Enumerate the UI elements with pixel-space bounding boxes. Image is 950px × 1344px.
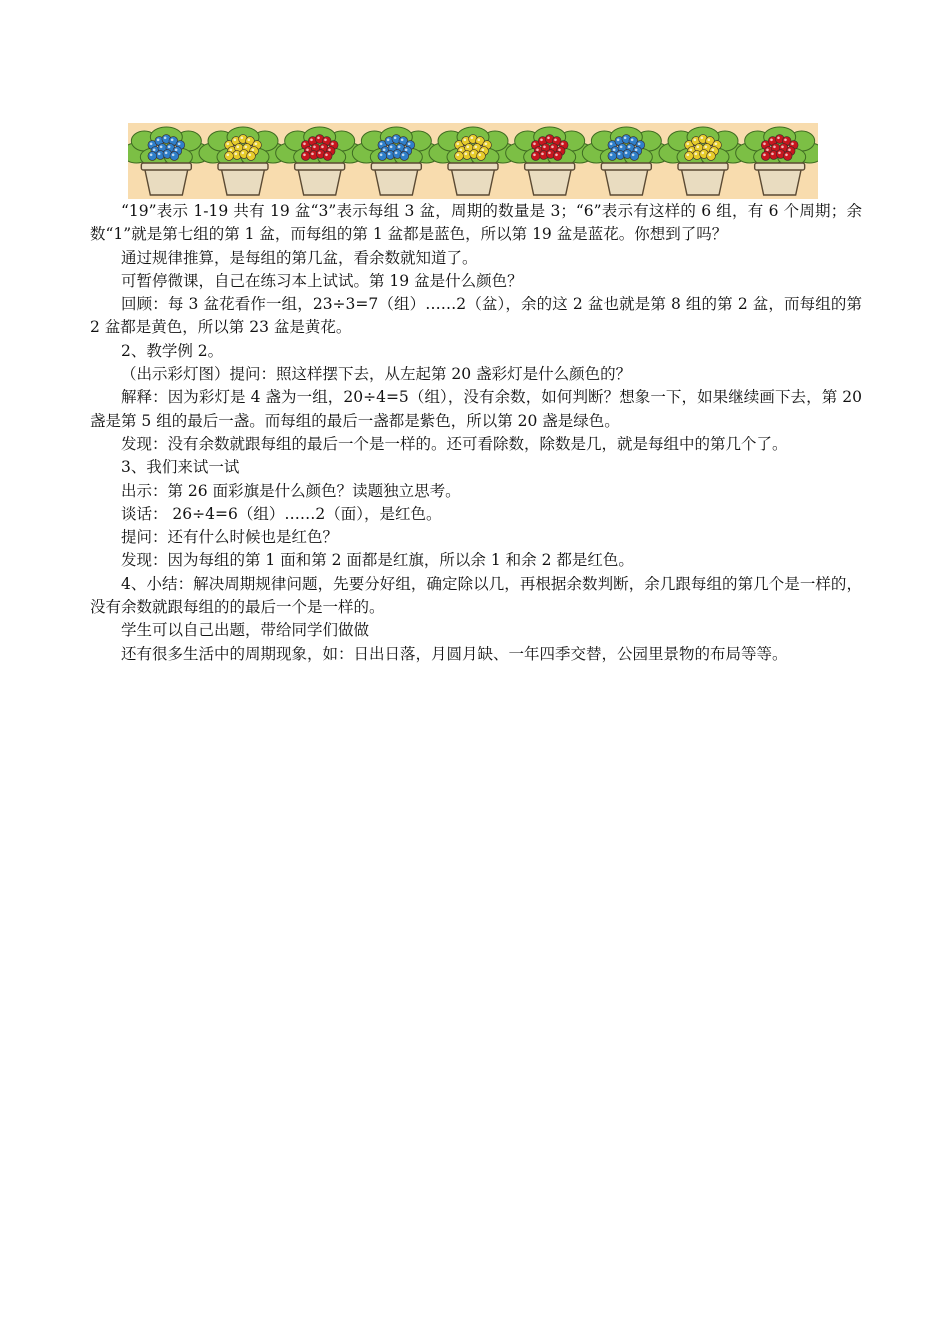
- flower-highlight: [252, 149, 255, 152]
- flower-highlight: [533, 143, 536, 146]
- flower-dot: [761, 152, 770, 161]
- flower-highlight: [478, 139, 481, 142]
- flower-highlight: [324, 139, 327, 142]
- paragraph-4: 回顾：每 3 盆花看作一组，23÷3=7（组）……2（盆），余的这 2 盆也就是第 8 组的第 2 盆，而每组的第 2 盆都是黄色，所以第 23 盆是黄花。: [90, 295, 862, 337]
- flower-dot: [400, 152, 409, 161]
- flower-pots-illustration: [128, 123, 818, 199]
- flower-highlight: [390, 146, 393, 149]
- paragraph-5: 2、教学例 2。: [121, 341, 224, 360]
- flower-highlight: [708, 139, 711, 142]
- pot-rim: [448, 163, 498, 170]
- flower-highlight: [541, 153, 544, 156]
- flower-highlight: [408, 143, 411, 146]
- flower-highlight: [171, 139, 174, 142]
- flower-highlight: [471, 137, 474, 140]
- flower-highlight: [540, 139, 543, 142]
- flower-highlight: [317, 137, 320, 140]
- paragraph-16: 还有很多生活中的周期现象，如：日出日落，月圆月缺、一年四季交替，公园里景物的布局等等。: [121, 644, 788, 663]
- flower-highlight: [635, 149, 638, 152]
- flower-pot-blue: [582, 127, 670, 195]
- flower-dot: [247, 152, 256, 161]
- flower-highlight: [242, 152, 245, 155]
- pot: [604, 167, 648, 195]
- flower-highlight: [325, 154, 328, 157]
- pot: [221, 167, 265, 195]
- flower-highlight: [175, 149, 178, 152]
- flower-dot: [301, 152, 310, 161]
- flower-highlight: [638, 143, 641, 146]
- flower-dot: [378, 152, 387, 161]
- flower-highlight: [788, 149, 791, 152]
- paragraph-1: “19”表示 1-19 共有 19 盆“3”表示每组 3 盆，周期的数量是 3；“6”表示有这样的 6 组，有 6 个周期；余数“1”就是第七组的第 1 盆，而每组的第 1 盆都是蓝色，所以第 19 盆是蓝花。你想到了吗？: [90, 202, 862, 244]
- flower-highlight: [457, 143, 460, 146]
- paragraph-3: 可暂停微课，自己在练习本上试试。第 19 盆是什么颜色？: [121, 271, 523, 290]
- flower-highlight: [160, 146, 163, 149]
- flower-highlight: [311, 153, 314, 156]
- pot-rim: [755, 163, 805, 170]
- flower-pot-red: [276, 127, 364, 195]
- flower-highlight: [551, 146, 554, 149]
- flower-highlight: [402, 154, 405, 157]
- flower-highlight: [380, 154, 383, 157]
- flower-highlight: [690, 149, 693, 152]
- flower-highlight: [791, 143, 794, 146]
- flower-highlight: [625, 152, 628, 155]
- flower-highlight: [464, 139, 467, 142]
- flower-pot-blue: [128, 127, 210, 195]
- flower-highlight: [697, 146, 700, 149]
- flower-highlight: [227, 154, 230, 157]
- flower-dot: [707, 152, 716, 161]
- flower-highlight: [558, 149, 561, 152]
- flower-dot: [783, 152, 792, 161]
- flower-highlight: [543, 146, 546, 149]
- flower-highlight: [395, 152, 398, 155]
- pot: [451, 167, 495, 195]
- flower-pot-red: [506, 127, 594, 195]
- flower-dot: [170, 152, 179, 161]
- flower-dot: [553, 152, 562, 161]
- flower-highlight: [321, 146, 324, 149]
- flower-highlight: [303, 143, 306, 146]
- flower-highlight: [241, 137, 244, 140]
- paragraph-9: 3、我们来试一试: [121, 458, 240, 477]
- pot: [681, 167, 725, 195]
- flower-highlight: [467, 146, 470, 149]
- pot-rim: [601, 163, 651, 170]
- flower-dot: [608, 152, 617, 161]
- flower-highlight: [610, 154, 613, 157]
- flower-highlight: [548, 152, 551, 155]
- flower-highlight: [771, 153, 774, 156]
- paragraph-12: 提问：还有什么时候也是红色？: [121, 528, 339, 547]
- flower-highlight: [245, 146, 248, 149]
- flower-highlight: [380, 143, 383, 146]
- pot-rim: [371, 163, 421, 170]
- flower-highlight: [465, 153, 468, 156]
- pot-rim: [678, 163, 728, 170]
- flower-highlight: [388, 153, 391, 156]
- flower-highlight: [172, 154, 175, 157]
- flower-highlight: [766, 149, 769, 152]
- flower-highlight: [331, 143, 334, 146]
- flower-highlight: [457, 154, 460, 157]
- flower-highlight: [785, 154, 788, 157]
- flower-highlight: [554, 139, 557, 142]
- flower-highlight: [777, 137, 780, 140]
- flower-dot: [148, 152, 157, 161]
- flower-highlight: [631, 139, 634, 142]
- flower-pot-blue: [352, 127, 440, 195]
- paragraph-10: 出示：第 26 面彩旗是什么颜色？读题独立思考。: [121, 481, 461, 500]
- flower-highlight: [712, 149, 715, 152]
- flower-highlight: [695, 153, 698, 156]
- flower-highlight: [620, 146, 623, 149]
- flower-dot: [685, 152, 694, 161]
- flower-highlight: [157, 139, 160, 142]
- flower-highlight: [168, 146, 171, 149]
- pot-rim: [218, 163, 268, 170]
- flower-highlight: [613, 149, 616, 152]
- flower-highlight: [617, 139, 620, 142]
- flower-pot-yellow: [659, 127, 747, 195]
- flower-highlight: [472, 152, 475, 155]
- flower-highlight: [248, 139, 251, 142]
- flower-highlight: [610, 143, 613, 146]
- flower-highlight: [387, 139, 390, 142]
- flower-dot: [531, 152, 540, 161]
- flower-highlight: [234, 139, 237, 142]
- flower-highlight: [328, 149, 331, 152]
- flower-dot: [455, 152, 464, 161]
- flower-highlight: [394, 137, 397, 140]
- flower-highlight: [687, 143, 690, 146]
- flower-highlight: [533, 154, 536, 157]
- flower-highlight: [230, 149, 233, 152]
- flower-dot: [477, 152, 486, 161]
- flower-dot: [225, 152, 234, 161]
- pot-rim: [525, 163, 575, 170]
- flower-highlight: [561, 143, 564, 146]
- flower-highlight: [150, 154, 153, 157]
- pot-rim: [141, 163, 191, 170]
- flower-highlight: [705, 146, 708, 149]
- paragraph-2: 通过规律推算，是每组的第几盆，看余数就知道了。: [121, 248, 478, 267]
- flower-highlight: [235, 153, 238, 156]
- flower-highlight: [618, 153, 621, 156]
- pot: [144, 167, 188, 195]
- flower-highlight: [694, 139, 697, 142]
- flower-highlight: [628, 146, 631, 149]
- pot: [528, 167, 572, 195]
- flower-dot: [323, 152, 332, 161]
- flower-highlight: [701, 137, 704, 140]
- paragraph-13: 发现：因为每组的第 1 面和第 2 面都是红旗，所以余 1 和余 2 都是红色。: [121, 551, 634, 570]
- flower-highlight: [303, 154, 306, 157]
- flower-highlight: [306, 149, 309, 152]
- flower-highlight: [249, 154, 252, 157]
- flower-highlight: [460, 149, 463, 152]
- flower-pot-yellow: [429, 127, 517, 195]
- flower-highlight: [773, 146, 776, 149]
- flower-highlight: [784, 139, 787, 142]
- flower-highlight: [313, 146, 316, 149]
- flower-highlight: [398, 146, 401, 149]
- pot: [374, 167, 418, 195]
- flower-highlight: [624, 137, 627, 140]
- flower-highlight: [383, 149, 386, 152]
- flower-highlight: [482, 149, 485, 152]
- pot-rim: [295, 163, 345, 170]
- flower-highlight: [547, 137, 550, 140]
- flower-highlight: [165, 152, 168, 155]
- flower-highlight: [150, 143, 153, 146]
- flower-highlight: [778, 152, 781, 155]
- paragraph-6: （出示彩灯图）提问：照这样摆下去，从左起第 20 盏彩灯是什么颜色的？: [121, 365, 632, 384]
- flower-highlight: [709, 154, 712, 157]
- document-body: [90, 200, 862, 666]
- flower-highlight: [536, 149, 539, 152]
- flower-highlight: [702, 152, 705, 155]
- flower-highlight: [164, 137, 167, 140]
- flower-highlight: [153, 149, 156, 152]
- flower-highlight: [485, 143, 488, 146]
- flower-highlight: [632, 154, 635, 157]
- flower-highlight: [178, 143, 181, 146]
- flower-highlight: [763, 154, 766, 157]
- flower-highlight: [318, 152, 321, 155]
- pot: [298, 167, 342, 195]
- paragraph-7: 解释：因为彩灯是 4 盏为一组，20÷4=5（组），没有余数，如何判断？想象一下，如果继续画下去，第 20 盏是第 5 组的最后一盏。而每组的最后一盏都是紫色，所以第 20 盏是绿色。: [90, 388, 862, 430]
- flower-highlight: [715, 143, 718, 146]
- flower-highlight: [687, 154, 690, 157]
- flower-highlight: [479, 154, 482, 157]
- flower-highlight: [310, 139, 313, 142]
- flower-highlight: [781, 146, 784, 149]
- flower-highlight: [770, 139, 773, 142]
- flower-highlight: [405, 149, 408, 152]
- pot: [758, 167, 802, 195]
- flower-highlight: [227, 143, 230, 146]
- paragraph-11: 谈话： 26÷4=6（组）……2（面），是红色。: [121, 504, 442, 523]
- flower-dot: [630, 152, 639, 161]
- paragraph-8: 发现：没有余数就跟每组的最后一个是一样的。还可看除数，除数是几，就是每组中的第几个了。: [121, 434, 788, 453]
- flower-pot-yellow: [199, 127, 287, 195]
- flower-highlight: [555, 154, 558, 157]
- flower-highlight: [475, 146, 478, 149]
- flower-pot-red: [736, 127, 818, 195]
- flower-highlight: [255, 143, 258, 146]
- flower-highlight: [237, 146, 240, 149]
- flower-highlight: [401, 139, 404, 142]
- paragraph-14: 4、小结：解决周期规律问题，先要分好组，确定除以几，再根据余数判断，余几跟每组的第几个是一样的，没有余数就跟每组的的最后一个是一样的。: [90, 574, 862, 617]
- paragraph-15: 学生可以自己出题，带给同学们做做: [121, 621, 370, 640]
- flower-pots-image: [128, 123, 818, 199]
- flower-highlight: [158, 153, 161, 156]
- flower-highlight: [763, 143, 766, 146]
